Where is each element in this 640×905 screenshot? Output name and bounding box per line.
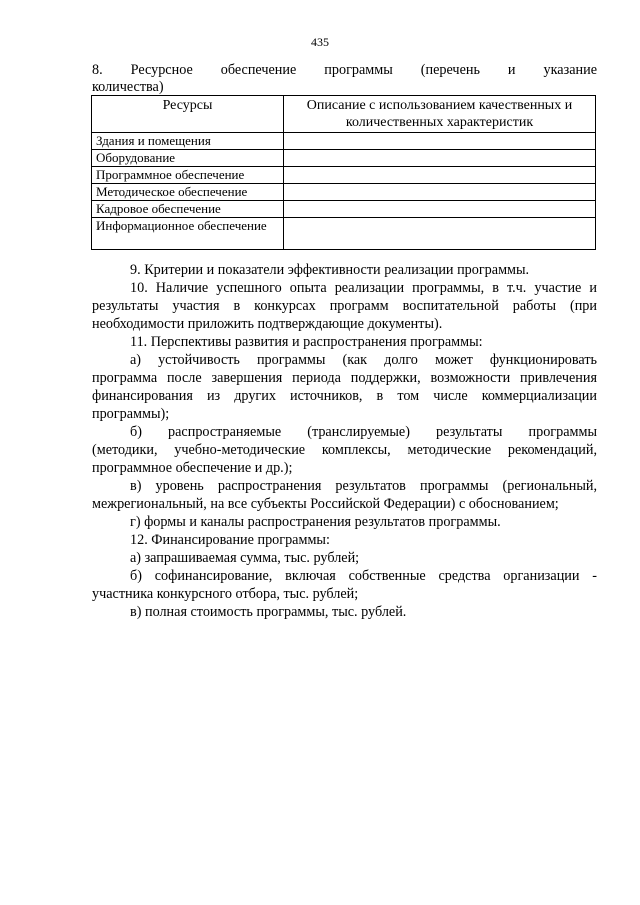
prospects-b-line-2: (методики, учебно-методические комплексы, методические рекомендаций, bbox=[92, 442, 597, 458]
section-8-heading-line-2: количества) bbox=[92, 79, 164, 95]
prospects-a-line-3: финансирования из других источников, в том числе коммерциализации bbox=[92, 388, 597, 404]
table-row bbox=[92, 201, 596, 218]
resource-description bbox=[284, 184, 596, 201]
prospects-a-line-4: программы); bbox=[92, 406, 170, 422]
resources-table bbox=[91, 95, 596, 250]
header-resources: Ресурсы bbox=[92, 96, 284, 133]
table-row bbox=[92, 184, 596, 201]
financing-heading: 12. Финансирование программы: bbox=[130, 532, 330, 548]
prospects-a-line-1: а) устойчивость программы (как долго может функционировать bbox=[130, 352, 597, 368]
section-8-heading-line-1: 8. Ресурсное обеспечение программы (перечень и указание bbox=[92, 62, 597, 78]
table-row bbox=[92, 167, 596, 184]
financing-c: в) полная стоимость программы, тыс. рублей. bbox=[130, 604, 407, 620]
resource-description bbox=[284, 218, 596, 250]
prospects-c-line-1: в) уровень распространения результатов программы (региональный, bbox=[130, 478, 597, 494]
resource-name: Здания и помещения bbox=[92, 133, 284, 150]
resource-name: Информационное обеспечение bbox=[92, 218, 284, 250]
table-row bbox=[92, 150, 596, 167]
prospects-b-line-3: программное обеспечение и др.); bbox=[92, 460, 293, 476]
table-header-row bbox=[92, 96, 596, 133]
resource-name: Кадровое обеспечение bbox=[92, 201, 284, 218]
prospects-c-line-2: межрегиональный, на все субъекты Российской Федерации) с обоснованием; bbox=[92, 496, 559, 512]
table-row bbox=[92, 218, 596, 250]
prospects-d: г) формы и каналы распространения результатов программы. bbox=[130, 514, 501, 530]
prospects-heading: 11. Перспективы развития и распространения программы: bbox=[130, 334, 483, 350]
financing-a: а) запрашиваемая сумма, тыс. рублей; bbox=[130, 550, 360, 566]
resource-name: Программное обеспечение bbox=[92, 167, 284, 184]
table-row bbox=[92, 133, 596, 150]
experience-paragraph-line-1: 10. Наличие успешного опыта реализации программы, в т.ч. участие и bbox=[130, 280, 597, 296]
resource-description bbox=[284, 133, 596, 150]
prospects-b-line-1: б) распространяемые (транслируемые) результаты программы bbox=[130, 424, 597, 440]
experience-paragraph-line-3: необходимости приложить подтверждающие документы). bbox=[92, 316, 443, 332]
financing-b-line-1: б) софинансирование, включая собственные средства организации - bbox=[130, 568, 597, 584]
resource-name: Оборудование bbox=[92, 150, 284, 167]
criteria-paragraph: 9. Критерии и показатели эффективности реализации программы. bbox=[130, 262, 530, 278]
resource-description bbox=[284, 167, 596, 184]
resource-description bbox=[284, 201, 596, 218]
prospects-a-line-2: программа после завершения периода поддержки, возможности привлечения bbox=[92, 370, 597, 386]
resource-name: Методическое обеспечение bbox=[92, 184, 284, 201]
header-description: Описание с использованием качественных и количественных характеристик bbox=[284, 96, 596, 133]
financing-b-line-2: участника конкурсного отбора, тыс. рублей; bbox=[92, 586, 359, 602]
page-number: 435 bbox=[311, 35, 329, 49]
experience-paragraph-line-2: результаты участия в конкурсах программ воспитательной работы (при bbox=[92, 298, 597, 314]
resource-description bbox=[284, 150, 596, 167]
